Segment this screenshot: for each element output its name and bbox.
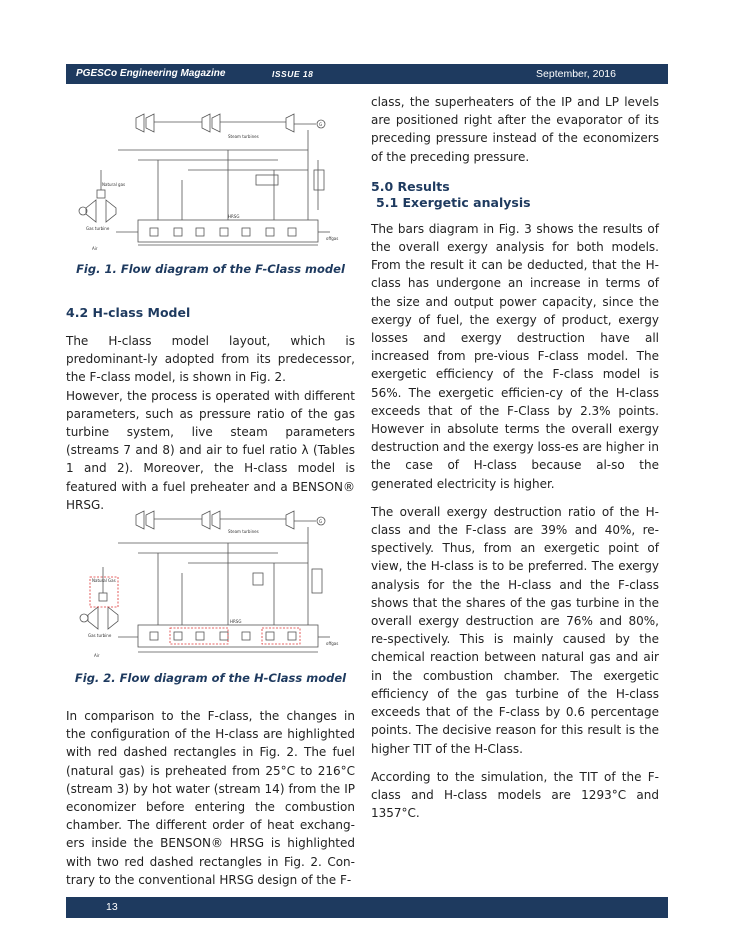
figure-1-flow-diagram xyxy=(78,110,340,255)
section-4-2-body xyxy=(66,332,355,514)
issue-number: ISSUE 18 xyxy=(272,69,314,79)
results-paragraph-2: The overall exergy destruction ratio of the H-class and the F-class are 39% and 40%, re-spectively. Thus, from an exergetic point of view, the H-class is to be preferred. The exergy analysis for the the H-class and the F-class shows that the shares of the gas turbine in the overall exergy destruction are 76% and 80%, re-spectively. This is mainly caused by the chemical reaction between natural gas and air in the combustion chamber. The exergetic efficiency of the gas turbine of the H-class exceeds that of the F-class by 0.6 percentage points. The decisive reason for this result is the higher TIT of the H-Class. xyxy=(371,504,659,756)
figure-1-caption: Fig. 1. Flow diagram of the F-Class model xyxy=(76,262,345,276)
section-5-0-heading: 5.0 Results xyxy=(371,178,450,194)
section-4-2-paragraph-3: In comparison to the F-class, the changes in the configuration of the H-class are highlighted with red dashed rectangles in Fig. 2. The fuel (natural gas) is preheated from 25°C to 216°C (stream 3) by hot water (stream 14) from the IP economizer before entering the combustion chamber. The different order of heat exchang-ers inside the BENSON® HRSG is highlighted with two red dashed rectangles in Fig. 2. Con-trary to the conventional HRSG design of the F- xyxy=(66,709,355,887)
f1-label-natural-gas: Natural gas xyxy=(102,182,126,187)
h-class-diagram xyxy=(78,507,340,662)
f1-label-gas-turbine: Gas turbine xyxy=(86,226,110,231)
f-class-diagram xyxy=(78,110,340,255)
f1-label-hrsg: HRSG xyxy=(228,214,240,219)
figure-2-flow-diagram xyxy=(78,507,340,662)
section-4-2-paragraph-2: However, the process is operated with different parameters, such as pressure ratio of the gas turbine system, live steam parameters (streams 7 and 8) and air to fuel ratio λ (Tables 1 and 2). Moreover, the H-class model is featured with a fuel preheater and a BENSON® HRSG. xyxy=(66,388,355,512)
f2-label-gas-turbine: Gas turbine xyxy=(88,633,112,638)
section-4-2-paragraph-1: The H-class model layout, which is predominant-ly adopted from its predecessor, the F-class model, is shown in Fig. 2. xyxy=(66,334,355,385)
f2-label-steam-turbines: Steam turbines xyxy=(228,529,259,534)
f1-label-generator: G xyxy=(319,122,323,127)
section-4-2-body-cont xyxy=(66,707,355,889)
magazine-title: PGESCo Engineering Magazine xyxy=(76,68,226,79)
footer-bar xyxy=(66,897,668,918)
section-4-2-heading: 4.2 H-class Model xyxy=(66,305,191,320)
f2-label-air: Air xyxy=(94,653,100,658)
issue-date: September, 2016 xyxy=(536,68,616,80)
f2-label-generator: G xyxy=(319,519,323,524)
f2-label-offgas: offgas xyxy=(326,641,339,646)
f1-label-steam-turbines: Steam turbines xyxy=(228,134,259,139)
section-4-2 xyxy=(66,305,355,321)
right-column xyxy=(371,93,659,822)
f1-label-air: Air xyxy=(92,246,98,251)
section-5-1-heading: 5.1 Exergetic analysis xyxy=(376,194,531,210)
results-paragraph-3: According to the simulation, the TIT of the F-class and H-class models are 1293°C and 1357°C. xyxy=(371,769,659,821)
header-bar xyxy=(66,64,668,84)
f2-label-natural-gas: Natural Gas xyxy=(92,578,116,583)
page-number: 13 xyxy=(106,901,118,913)
results-paragraph-1: The bars diagram in Fig. 3 shows the results of the overall exergy analysis for both models. From the result it can be deducted, that the H-class has undergone an increase in terms of the size and output power capacity, since the exergy of fuel, the exergy of product, exergy losses and exergy destruction have all increased from pre-vious F-class model. The exergetic efficiency of the F-class model is 56%. The exergetic efficien-cy of the H-class exceeds that of the F-Class by 2.3% points. However in absolute terms the overall exergy destruction and the exergy loss-es are higher in the case of H-class because al-so the generated electricity is higher. xyxy=(371,221,659,491)
f1-label-offgas: offgas xyxy=(326,236,339,241)
figure-2-caption: Fig. 2. Flow diagram of the H-Class model xyxy=(74,671,347,685)
continued-paragraph: class, the superheaters of the IP and LP levels are positioned right after the evaporator of its preceding pressure instead of the economizers of the preceding pressure. xyxy=(371,95,659,164)
f2-label-hrsg: HRSG xyxy=(230,619,242,624)
